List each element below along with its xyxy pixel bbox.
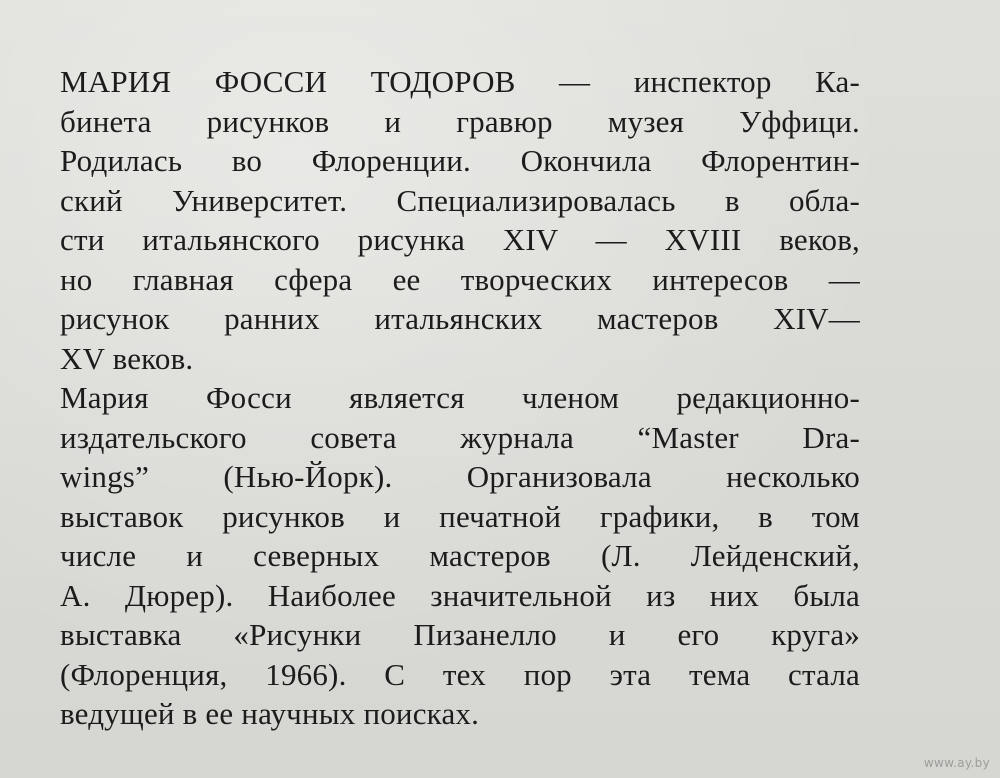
- text-line: wings” (Нью-Йорк). Организовала несколько: [60, 459, 860, 494]
- biography-text: [60, 62, 860, 734]
- text-line: Мария Фосси является членом редакционно-: [60, 380, 860, 415]
- watermark: www.ay.by: [923, 756, 990, 770]
- text-line: Родилась во Флоренции. Окончила Флорентин-: [60, 143, 860, 178]
- text-line: сти итальянского рисунка XIV — XVIII веков,: [60, 222, 860, 257]
- text-line: рисунок ранних итальянских мастеров XIV—: [60, 301, 860, 336]
- text-line: ский Университет. Специализировалась в обла-: [60, 182, 860, 218]
- text-line: но главная сфера ее творческих интересов —: [60, 261, 860, 297]
- text-line: числе и северных мастеров (Л. Лейденский,: [60, 538, 860, 573]
- text-line: МАРИЯ ФОССИ ТОДОРОВ — инспектор Ка-: [60, 64, 860, 99]
- text-line: А. Дюрер). Наиболее значительной из них была: [60, 577, 860, 613]
- text-line: ведущей в ее научных поисках.: [60, 696, 480, 731]
- text-line: (Флоренция, 1966). С тех пор эта тема стала: [60, 656, 860, 692]
- text-line: бинета рисунков и гравюр музея Уффици.: [60, 103, 860, 139]
- text-line: XV веков.: [60, 340, 194, 376]
- text-line: выставок рисунков и печатной графики, в том: [60, 498, 860, 534]
- text-line: издательского совета журнала “Master Dra-: [60, 419, 860, 455]
- text-line: выставка «Рисунки Пизанелло и его круга»: [60, 617, 860, 652]
